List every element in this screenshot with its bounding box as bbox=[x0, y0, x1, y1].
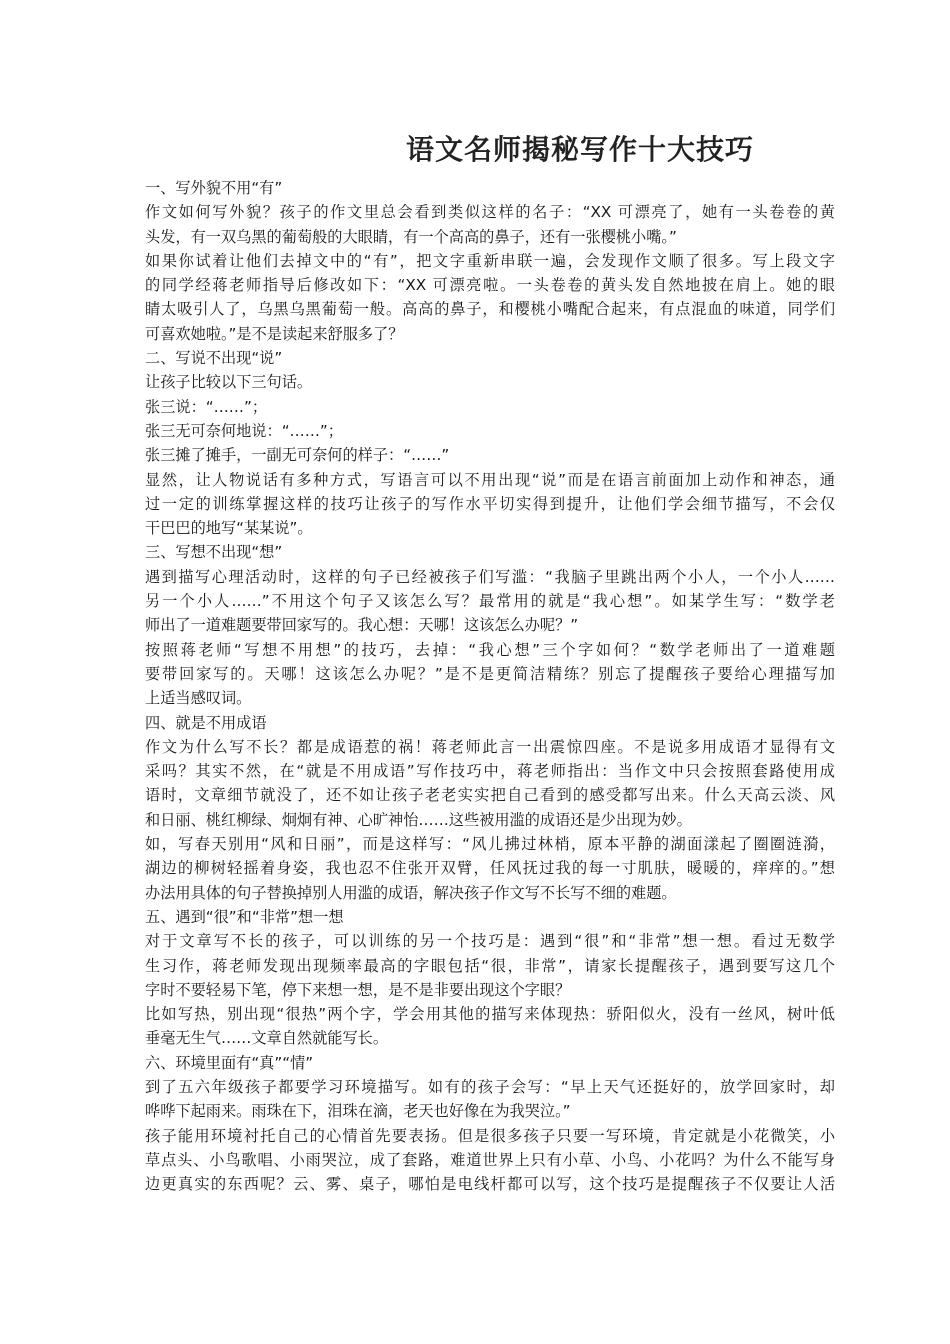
section-heading: 五、遇到“很”和“非常”想一想 bbox=[145, 907, 344, 926]
section-heading: 六、环境里面有“真”“情” bbox=[145, 1053, 314, 1072]
paragraph-line: 语时，文章细节就没了，还不如让孩子老老实实把自己看到的感受都写出来。什么天高云淡、风 bbox=[145, 786, 835, 805]
paragraph-line: 张三说：“……”； bbox=[145, 397, 268, 416]
paragraph-line: 作文为什么写不长？都是成语惹的祸！蒋老师此言一出震惊四座。不是说多用成语才显得有文 bbox=[145, 737, 835, 756]
paragraph-line: 字时不要轻易下笔，停下来想一想，是不是非要出现这个字眼？ bbox=[145, 980, 571, 999]
document-body bbox=[145, 176, 835, 1196]
paragraph-line: 和日丽、桃红柳绿、炯炯有神、心旷神怡……这些被用滥的成语还是少出现为妙。 bbox=[145, 810, 692, 829]
paragraph-line: 显然，让人物说话有多种方式，写语言可以不用出现“说”而是在语言前面加上动作和神态，通 bbox=[145, 470, 835, 489]
section-heading: 四、就是不用成语 bbox=[145, 713, 267, 732]
paragraph-line: 办法用具体的句子替换掉别人用滥的成语，解决孩子作文写不长写不细的难题。 bbox=[145, 883, 677, 902]
paragraph-line: 如果你试着让他们去掉文中的“有”，把文字重新串联一遍，会发现作文顺了很多。写上段文字 bbox=[145, 251, 835, 270]
paragraph-line: 张三摊了摊手，一副无可奈何的样子：“……” bbox=[145, 446, 450, 465]
paragraph-line: 湖边的柳树轻摇着身姿，我也忍不住张开双臂，任风抚过我的每一寸肌肤，暖暖的，痒痒的。”想 bbox=[145, 859, 835, 878]
paragraph-line: 头发，有一双乌黑的葡萄般的大眼睛，有一个高高的鼻子，还有一张樱桃小嘴。” bbox=[145, 227, 677, 246]
paragraph-line: 边更真实的东西呢？云、雾、桌子，哪怕是电线杆都可以写，这个技巧是提醒孩子不仅要让人活 bbox=[145, 1175, 835, 1194]
section-heading: 二、写说不出现“说” bbox=[145, 349, 283, 368]
paragraph-line: 比如写热，别出现“很热”两个字，学会用其他的描写来体现热：骄阳似火，没有一丝风，树叶低 bbox=[145, 1005, 835, 1024]
paragraph-line: 孩子能用环境衬托自己的心情首先要表扬。但是很多孩子只要一写环境，肯定就是小花微笑，小 bbox=[145, 1126, 835, 1145]
paragraph-line: 可喜欢她啦。”是不是读起来舒服多了？ bbox=[145, 324, 404, 343]
paragraph-line: 睛太吸引人了，乌黑乌黑葡萄一般。高高的鼻子，和樱桃小嘴配合起来，有点混血的味道，同学们 bbox=[145, 300, 835, 319]
paragraph-line: 过一定的训练掌握这样的技巧让孩子的写作水平切实得到提升，让他们学会细节描写，不会仅 bbox=[145, 494, 835, 513]
paragraph-line: 张三无可奈何地说：“……”； bbox=[145, 421, 343, 440]
paragraph-line: 上适当感叹词。 bbox=[145, 689, 252, 708]
paragraph-line: 的同学经蒋老师指导后修改如下：“XX 可漂亮啦。一头卷卷的黄头发自然地披在肩上。她的眼 bbox=[145, 276, 835, 295]
paragraph-line: 草点头、小鸟歌唱、小雨哭泣，成了套路，难道世界上只有小草、小鸟、小花吗？为什么不能写身 bbox=[145, 1150, 835, 1169]
section-heading: 三、写想不出现“想” bbox=[145, 543, 283, 562]
document-title: 语文名师揭秘写作十大技巧 bbox=[406, 133, 755, 166]
paragraph-line: 另一个小人……”不用这个句子又该怎么写？最常用的就是“我心想”。如某学生写：“数学老 bbox=[145, 592, 835, 611]
paragraph-line: 按照蒋老师“写想不用想”的技巧，去掉：“我心想”三个字如何？“数学老师出了一道难题 bbox=[145, 640, 835, 659]
paragraph-line: 生习作，蒋老师发现出现频率最高的字眼包括“很，非常”，请家长提醒孩子，遇到要写这几个 bbox=[145, 956, 835, 975]
paragraph-line: 要带回家写的。天哪！这该怎么办呢？”是不是更简洁精练？别忘了提醒孩子要给心理描写加 bbox=[145, 664, 835, 683]
paragraph-line: 遇到描写心理活动时，这样的句子已经被孩子们写滥：“我脑子里跳出两个小人，一个小人…… bbox=[145, 567, 835, 586]
section-heading: 一、写外貌不用“有” bbox=[145, 179, 283, 197]
paragraph-line: 干巴巴的地写“某某说”。 bbox=[145, 519, 313, 538]
paragraph-line: 到了五六年级孩子都要学习环境描写。如有的孩子会写：“早上天气还挺好的，放学回家时，却 bbox=[145, 1077, 835, 1096]
paragraph-line: 哗哗下起雨来。雨珠在下，泪珠在滴，老天也好像在为我哭泣。” bbox=[145, 1102, 571, 1121]
paragraph-line: 对于文章写不长的孩子，可以训练的另一个技巧是：遇到“很”和“非常”想一想。看过无数学 bbox=[145, 932, 835, 951]
paragraph-line: 垂毫无生气……文章自然就能写长。 bbox=[145, 1029, 388, 1048]
paragraph-line: 如，写春天别用“风和日丽”，而是这样写：“风儿拂过林梢，原本平静的湖面漾起了圈圈涟漪， bbox=[145, 835, 835, 854]
paragraph-line: 师出了一道难题要带回家写的。我心想：天哪！这该怎么办呢？” bbox=[145, 616, 579, 635]
paragraph-line: 让孩子比较以下三句话。 bbox=[145, 373, 313, 392]
paragraph-line: 采吗？其实不然，在“就是不用成语”写作技巧中，蒋老师指出：当作文中只会按照套路使用成 bbox=[145, 762, 835, 781]
paragraph-line: 作文如何写外貌？孩子的作文里总会看到类似这样的名子：“XX 可漂亮了，她有一头卷卷的黄 bbox=[145, 203, 835, 222]
